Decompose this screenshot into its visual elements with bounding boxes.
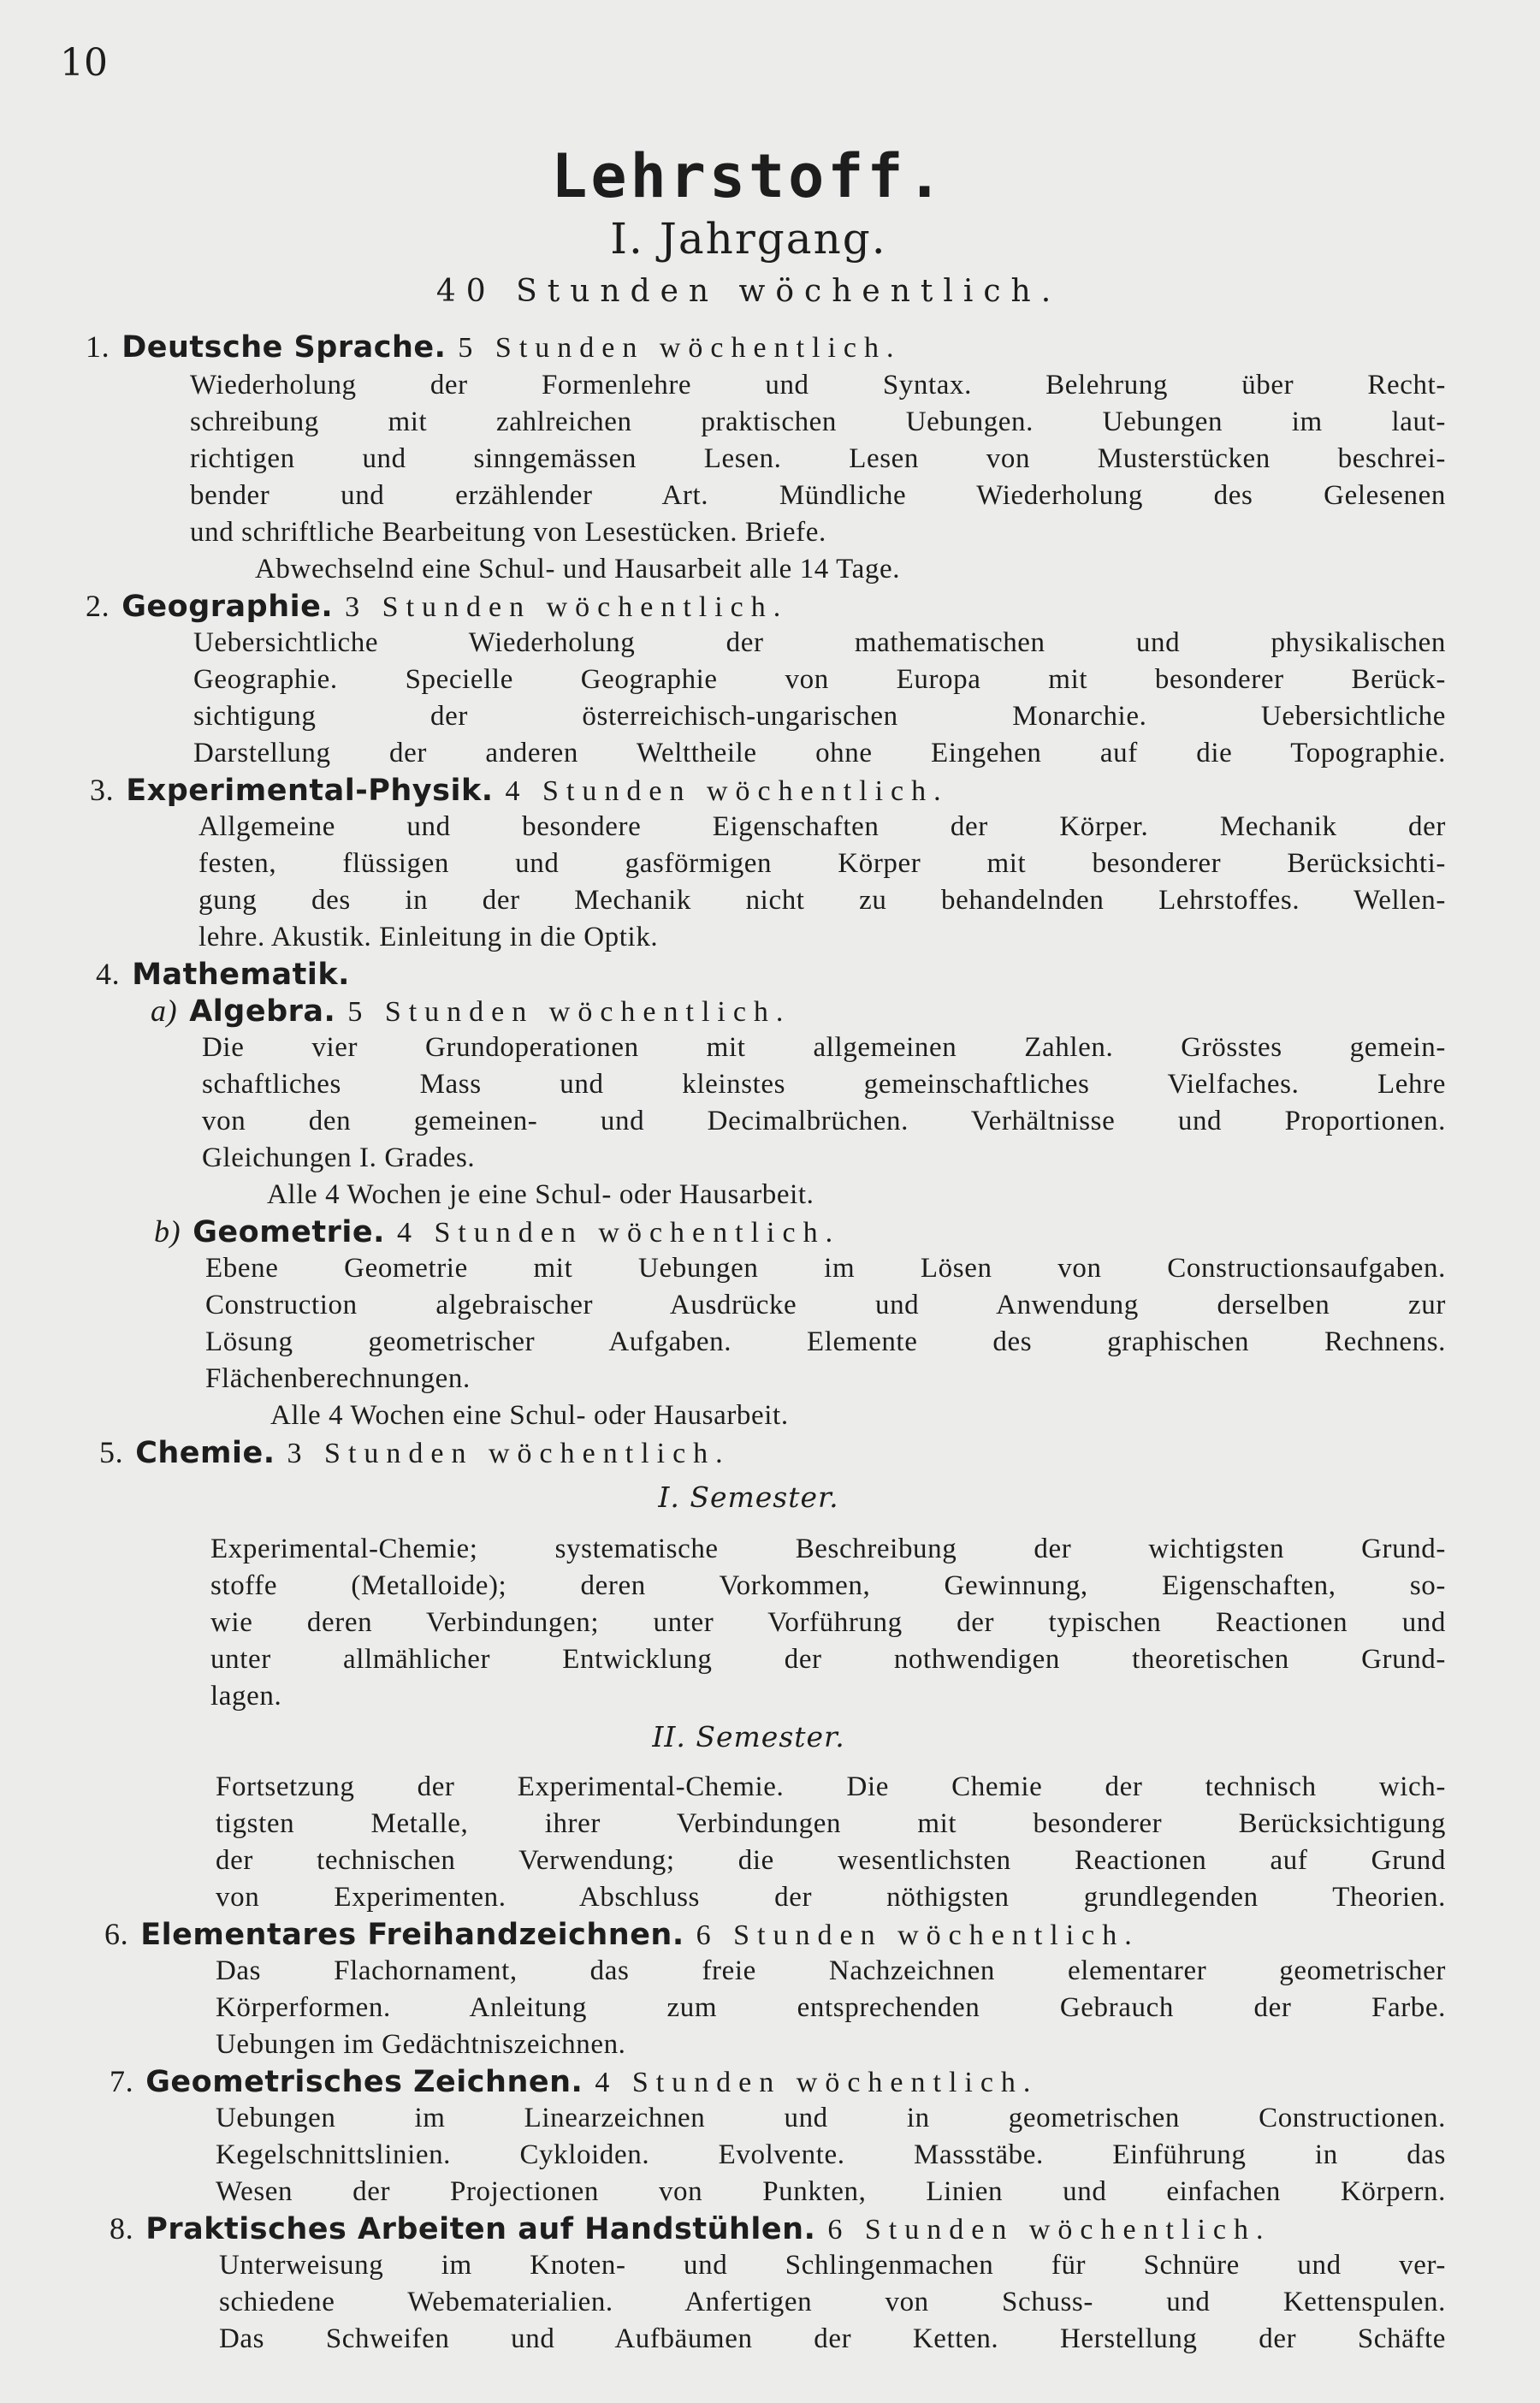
text-line: schiedene Webematerialien. Anfertigen von Schuss- und Kettenspulen. xyxy=(219,2287,1446,2317)
text-line: unter allmählicher Entwicklung der nothwendigen theoretischen Grund- xyxy=(210,1644,1446,1675)
subject-hours: 6 Stunden wöchentlich. xyxy=(827,2214,1271,2246)
text-line: Uebungen im Gedächtniszeichnen. xyxy=(216,2029,626,2060)
text-line: Unterweisung im Knoten- und Schlingenmachen für Schnüre und ver- xyxy=(219,2250,1446,2281)
section-number: 8. xyxy=(110,2211,134,2246)
text-line: Lösung geometrischer Aufgaben. Elemente des graphischen Rechnens. xyxy=(205,1326,1446,1357)
section-heading xyxy=(154,1214,840,1250)
text-line: Ebene Geometrie mit Uebungen im Lösen von Constructionsaufgaben. xyxy=(205,1253,1446,1284)
section-number: 1. xyxy=(86,329,110,364)
section-number: 6. xyxy=(104,1917,129,1951)
subject-title: Experimental-Physik. xyxy=(126,774,494,808)
text-line: Construction algebraischer Ausdrücke und Anwendung derselben zur xyxy=(205,1290,1446,1320)
section-heading xyxy=(110,2064,1038,2100)
page-title: Lehrstoff. xyxy=(551,141,946,211)
section-heading xyxy=(86,589,788,625)
text-line: tigsten Metalle, ihrer Verbindungen mit besonderer Berücksichtigung xyxy=(216,1808,1446,1839)
text-line: Das Schweifen und Aufbäumen der Ketten. Herstellung der Schäfte xyxy=(219,2323,1446,2354)
subject-title: Geometrisches Zeichnen. xyxy=(145,2065,583,2099)
subject-title: Geometrie. xyxy=(192,1215,385,1249)
text-line: sichtigung der österreichisch-ungarischen Monarchie. Uebersichtliche xyxy=(193,701,1446,732)
text-line: Kegelschnittslinien. Cykloiden. Evolvente. Massstäbe. Einführung in das xyxy=(216,2139,1446,2170)
text-line: Wesen der Projectionen von Punkten, Linien und einfachen Körpern. xyxy=(216,2176,1446,2207)
text-line: von den gemeinen- und Decimalbrüchen. Verhältnisse und Proportionen. xyxy=(202,1106,1446,1136)
section-heading xyxy=(151,994,791,1029)
text-line: Geographie. Specielle Geographie von Europa mit besonderer Berück- xyxy=(193,664,1446,695)
section-number: 7. xyxy=(110,2064,134,2098)
text-line: Alle 4 Wochen je eine Schul- oder Hausarbeit. xyxy=(267,1179,814,1210)
text-line: Gleichungen I. Grades. xyxy=(202,1142,476,1173)
page-number: 10 xyxy=(60,41,108,85)
subject-hours: 4 Stunden wöchentlich. xyxy=(505,775,949,807)
text-line: Uebungen im Linearzeichnen und in geometrischen Constructionen. xyxy=(216,2103,1446,2133)
year-heading: I. Jahrgang. xyxy=(610,214,887,264)
text-line: gung des in der Mechanik nicht zu behandelnden Lehrstoffes. Wellen- xyxy=(198,885,1446,916)
subject-title: Geographie. xyxy=(121,590,334,624)
text-line: Die vier Grundoperationen mit allgemeinen Zahlen. Grösstes gemein- xyxy=(202,1032,1446,1063)
section-heading xyxy=(104,1917,1140,1953)
section-heading xyxy=(110,2211,1271,2247)
text-line: wie deren Verbindungen; unter Vorführung der typischen Reactionen und xyxy=(210,1607,1446,1638)
subject-title: Chemie. xyxy=(135,1436,275,1470)
text-line: lagen. xyxy=(210,1681,282,1712)
text-line: Flächenberechnungen. xyxy=(205,1363,471,1394)
section-number: 4. xyxy=(96,957,121,991)
text-line: Wiederholung der Formenlehre und Syntax. Belehrung über Recht- xyxy=(190,370,1446,400)
section-number: b) xyxy=(154,1214,181,1249)
subject-title: Mathematik. xyxy=(132,958,350,992)
text-line: Allgemeine und besondere Eigenschaften der Körper. Mechanik der xyxy=(198,811,1446,842)
subject-title: Elementares Freihandzeichnen. xyxy=(140,1918,684,1952)
text-line: festen, flüssigen und gasförmigen Körper mit besonderer Berücksichti- xyxy=(198,848,1446,879)
text-line: Uebersichtliche Wiederholung der mathematischen und physikalischen xyxy=(193,627,1446,658)
subject-hours: 4 Stunden wöchentlich. xyxy=(396,1217,841,1249)
section-number: 5. xyxy=(99,1435,124,1469)
subject-title: Praktisches Arbeiten auf Handstühlen. xyxy=(145,2212,816,2246)
semester-heading: II. Semester. xyxy=(652,1720,845,1753)
subject-hours: 6 Stunden wöchentlich. xyxy=(696,1919,1140,1951)
section-heading xyxy=(86,329,902,365)
text-line: Das Flachornament, das freie Nachzeichnen elementarer geometrischer xyxy=(216,1955,1446,1986)
section-number: 2. xyxy=(86,589,110,623)
text-line: schaftliches Mass und kleinstes gemeinschaftliches Vielfaches. Lehre xyxy=(202,1069,1446,1100)
weekly-hours: 40 Stunden wöchentlich. xyxy=(435,274,1062,309)
text-line: von Experimenten. Abschluss der nöthigsten grundlegenden Theorien. xyxy=(216,1882,1446,1913)
subject-title: Algebra. xyxy=(189,994,336,1029)
text-line: Experimental-Chemie; systematische Beschreibung der wichtigsten Grund- xyxy=(210,1534,1446,1564)
subject-hours: 4 Stunden wöchentlich. xyxy=(595,2067,1039,2098)
text-line: und schriftliche Bearbeitung von Lesestücken. Briefe. xyxy=(190,517,826,548)
text-line: Körperformen. Anleitung zum entsprechenden Gebrauch der Farbe. xyxy=(216,1992,1446,2023)
section-number: 3. xyxy=(90,773,115,807)
subject-hours: 3 Stunden wöchentlich. xyxy=(287,1438,731,1469)
semester-heading: I. Semester. xyxy=(658,1480,839,1514)
text-line: stoffe (Metalloide); deren Vorkommen, Gewinnung, Eigenschaften, so- xyxy=(210,1570,1446,1601)
text-line: Fortsetzung der Experimental-Chemie. Die Chemie der technisch wich- xyxy=(216,1771,1446,1802)
text-line: richtigen und sinngemässen Lesen. Lesen von Musterstücken beschrei- xyxy=(190,443,1446,474)
text-line: Alle 4 Wochen eine Schul- oder Hausarbeit. xyxy=(270,1400,789,1431)
text-line: Darstellung der anderen Welttheile ohne Eingehen auf die Topographie. xyxy=(193,738,1446,768)
section-heading xyxy=(90,773,949,809)
subject-hours: 5 Stunden wöchentlich. xyxy=(347,996,791,1028)
subject-hours: 3 Stunden wöchentlich. xyxy=(345,591,789,623)
text-line: der technischen Verwendung; die wesentlichsten Reactionen auf Grund xyxy=(216,1845,1446,1876)
text-line: schreibung mit zahlreichen praktischen Uebungen. Uebungen im laut- xyxy=(190,406,1446,437)
subject-hours: 5 Stunden wöchentlich. xyxy=(458,332,902,364)
text-line: bender und erzählender Art. Mündliche Wiederholung des Gelesenen xyxy=(190,480,1446,511)
subject-title: Deutsche Sprache. xyxy=(121,330,447,365)
section-number: a) xyxy=(151,994,178,1028)
section-heading xyxy=(96,957,350,993)
section-heading xyxy=(99,1435,731,1471)
text-line: lehre. Akustik. Einleitung in die Optik. xyxy=(198,922,659,952)
text-line: Abwechselnd eine Schul- und Hausarbeit alle 14 Tage. xyxy=(255,554,901,584)
